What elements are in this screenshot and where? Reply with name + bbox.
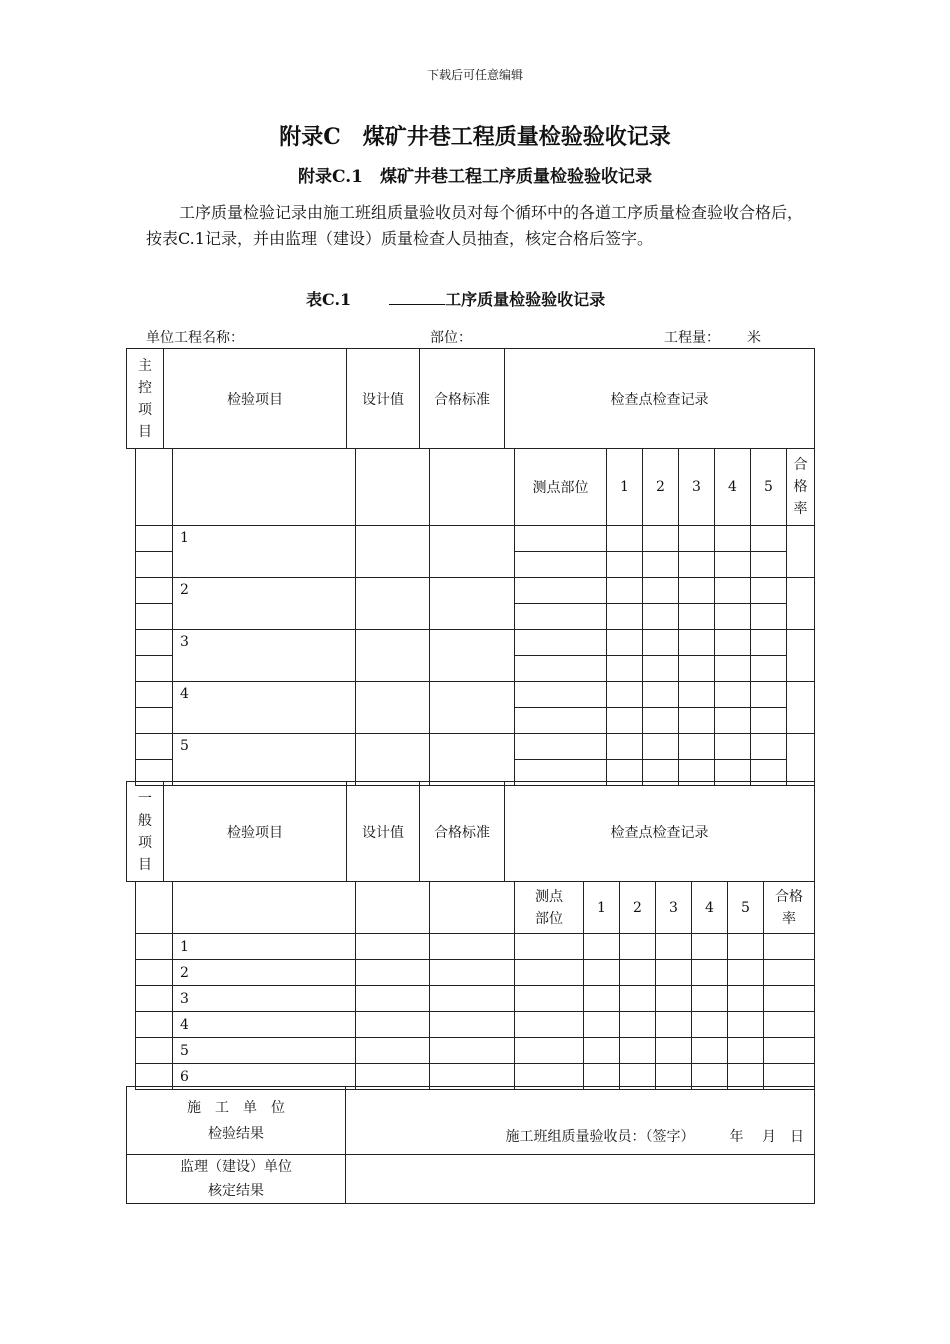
table-cell — [643, 630, 679, 656]
item-number: 6 — [173, 1064, 356, 1090]
general-header-table — [126, 781, 815, 882]
table-cell — [728, 986, 764, 1012]
col-header: 4 — [715, 449, 751, 526]
section-title: 附录C.1 煤矿井巷工程工序质量检验验收记录 — [298, 167, 652, 187]
table-cell — [643, 552, 679, 578]
table-cell — [643, 682, 679, 708]
quantity-unit: 米 — [747, 330, 761, 346]
location-label: 部位： — [430, 330, 472, 346]
table-cell — [764, 1012, 815, 1038]
table-cell — [751, 656, 787, 682]
col-header: 1 — [607, 449, 643, 526]
table-cell — [430, 986, 515, 1012]
item-number: 1 — [173, 526, 356, 578]
table-cell — [607, 682, 643, 708]
table-cell — [643, 526, 679, 552]
table-cell — [643, 708, 679, 734]
table-cell — [430, 682, 515, 734]
supervision-result-cell — [346, 1155, 815, 1204]
table-cell — [679, 630, 715, 656]
table-cell — [751, 682, 787, 708]
construction-label-line1: 施 工 单 位 — [187, 1099, 285, 1116]
table-cell — [356, 630, 430, 682]
item-number: 3 — [173, 630, 356, 682]
table-cell — [136, 708, 173, 734]
main-item-header: 检验项目 — [164, 349, 347, 449]
table-cell — [430, 630, 515, 682]
table-cell — [515, 552, 607, 578]
item-number: 4 — [173, 1012, 356, 1038]
table-cell — [430, 578, 515, 630]
table-cell — [692, 1038, 728, 1064]
table-cell — [356, 1012, 430, 1038]
table-cell — [607, 526, 643, 552]
table-cell — [679, 708, 715, 734]
table-cell — [715, 526, 751, 552]
table-cell — [751, 526, 787, 552]
table-cell — [515, 526, 607, 552]
table-cell — [136, 1038, 173, 1064]
table-cell — [643, 734, 679, 760]
general-section-label: 一 般 项 目 — [127, 782, 164, 882]
point-header: 测点部位 — [515, 449, 607, 526]
table-cell — [430, 1038, 515, 1064]
table-cell — [764, 986, 815, 1012]
table-cell — [715, 604, 751, 630]
table-cell — [715, 656, 751, 682]
table-cell — [715, 552, 751, 578]
table-cell — [728, 1012, 764, 1038]
table-cell — [584, 1038, 620, 1064]
table-cell — [751, 630, 787, 656]
page-title: 附录C 煤矿井巷工程质量检验验收记录 — [279, 124, 671, 150]
table-row — [136, 960, 815, 986]
table-cell — [656, 934, 692, 960]
col-header: 2 — [643, 449, 679, 526]
table-cell — [430, 960, 515, 986]
table-cell — [356, 960, 430, 986]
col-header: 5 — [751, 449, 787, 526]
intro-paragraph: 工序质量检验记录由施工班组质量验收员对每个循环中的各道工序质量检查验收合格后，按表C.1记录，并由监理（建设）质量检查人员抽查，核定合格后签字。 — [146, 203, 804, 248]
table-cell — [656, 960, 692, 986]
table-cell — [430, 934, 515, 960]
table-cell — [656, 1038, 692, 1064]
table-cell — [607, 708, 643, 734]
table-cell — [679, 578, 715, 604]
signature-table — [126, 1086, 815, 1204]
table-cell — [751, 734, 787, 760]
table-cell — [136, 552, 173, 578]
table-row — [136, 934, 815, 960]
table-cell — [515, 1038, 584, 1064]
table-cell — [751, 552, 787, 578]
rate-cell — [787, 578, 815, 630]
table-number: 表C.1 — [306, 290, 352, 309]
table-cell — [643, 604, 679, 630]
table-cell — [136, 630, 173, 656]
table-cell — [584, 1012, 620, 1038]
table-cell — [356, 934, 430, 960]
table-cell — [620, 934, 656, 960]
main-design-header: 设计值 — [347, 349, 420, 449]
item-number: 4 — [173, 682, 356, 734]
table-cell — [679, 682, 715, 708]
col-header: 4 — [692, 882, 728, 934]
blank-cell — [173, 882, 356, 934]
table-cell — [679, 526, 715, 552]
table-cell — [607, 630, 643, 656]
table-cell — [136, 986, 173, 1012]
table-row — [136, 1038, 815, 1064]
item-number: 3 — [173, 986, 356, 1012]
main-section-label: 主 控 项 目 — [127, 349, 164, 449]
blank-cell — [356, 449, 430, 526]
blank-cell — [173, 449, 356, 526]
table-cell — [136, 1012, 173, 1038]
col-header: 2 — [620, 882, 656, 934]
table-cell — [136, 734, 173, 760]
table-cell — [607, 552, 643, 578]
construction-label-line2: 检验结果 — [208, 1125, 264, 1142]
table-cell — [136, 604, 173, 630]
table-cell — [715, 734, 751, 760]
table-cell — [620, 1038, 656, 1064]
main-record-header: 检查点检查记录 — [505, 349, 815, 449]
unit-name-label: 单位工程名称： — [146, 330, 244, 346]
col-header: 3 — [679, 449, 715, 526]
table-cell — [692, 934, 728, 960]
general-record-header: 检查点检查记录 — [505, 782, 815, 882]
table-cell — [764, 1038, 815, 1064]
table-cell — [515, 682, 607, 708]
blank-cell — [136, 882, 173, 934]
table-cell — [751, 578, 787, 604]
table-cell — [356, 682, 430, 734]
table-cell — [515, 708, 607, 734]
table-cell — [679, 552, 715, 578]
general-design-header: 设计值 — [347, 782, 420, 882]
table-cell — [751, 604, 787, 630]
item-number: 5 — [173, 734, 356, 786]
table-cell — [751, 708, 787, 734]
table-cell — [692, 986, 728, 1012]
table-cell — [728, 960, 764, 986]
table-cell — [430, 734, 515, 786]
table-cell — [356, 1038, 430, 1064]
item-number: 2 — [173, 578, 356, 630]
table-cell — [728, 934, 764, 960]
table-row — [136, 630, 815, 656]
table-cell — [643, 578, 679, 604]
table-cell — [515, 604, 607, 630]
table-cell — [515, 656, 607, 682]
table-cell — [764, 960, 815, 986]
table-cell — [715, 630, 751, 656]
rate-header: 合格 率 — [764, 882, 815, 934]
table-row — [136, 682, 815, 708]
table-cell — [515, 578, 607, 604]
blank-cell — [430, 882, 515, 934]
table-cell — [515, 934, 584, 960]
table-cell — [515, 1012, 584, 1038]
table-cell — [715, 708, 751, 734]
table-cell — [584, 934, 620, 960]
main-body-table — [135, 448, 815, 786]
construction-result-cell — [346, 1087, 815, 1155]
table-cell — [356, 578, 430, 630]
table-cell — [515, 734, 607, 760]
table-row — [136, 578, 815, 604]
item-number: 5 — [173, 1038, 356, 1064]
table-cell — [679, 656, 715, 682]
blank-cell — [430, 449, 515, 526]
main-header-table — [126, 348, 815, 449]
table-cell — [356, 734, 430, 786]
table-cell — [728, 1038, 764, 1064]
table-cell — [607, 734, 643, 760]
table-cell — [136, 960, 173, 986]
table-cell — [584, 986, 620, 1012]
table-title — [306, 287, 605, 310]
general-item-header: 检验项目 — [164, 782, 347, 882]
title-blank — [389, 288, 445, 305]
table-cell — [764, 934, 815, 960]
table-cell — [715, 682, 751, 708]
header-note: 下载后可任意编辑 — [426, 68, 523, 82]
supervision-label — [127, 1155, 346, 1204]
table-cell — [607, 604, 643, 630]
table-cell — [584, 960, 620, 986]
table-cell — [620, 1012, 656, 1038]
rate-header: 合 格 率 — [787, 449, 815, 526]
table-cell — [692, 1012, 728, 1038]
table-cell — [136, 682, 173, 708]
main-standard-header: 合格标准 — [420, 349, 505, 449]
blank-cell — [136, 449, 173, 526]
table-cell — [692, 960, 728, 986]
construction-signature-line: 施工班组质量验收员：（签字） 年 月 日 — [505, 1129, 804, 1145]
general-body-table — [135, 881, 815, 1090]
table-cell — [515, 960, 584, 986]
table-cell — [607, 578, 643, 604]
blank-cell — [356, 882, 430, 934]
table-row — [136, 734, 815, 760]
table-cell — [136, 526, 173, 552]
construction-label — [127, 1087, 346, 1155]
table-cell — [656, 1012, 692, 1038]
table-cell — [515, 986, 584, 1012]
rate-cell — [787, 630, 815, 682]
table-cell — [620, 960, 656, 986]
rate-cell — [787, 734, 815, 786]
table-title-text: 工序质量检验验收记录 — [445, 290, 606, 309]
table-cell — [136, 656, 173, 682]
table-cell — [136, 578, 173, 604]
point-header: 测点 部位 — [515, 882, 584, 934]
table-cell — [515, 630, 607, 656]
table-cell — [136, 934, 173, 960]
col-header: 1 — [584, 882, 620, 934]
item-number: 2 — [173, 960, 356, 986]
table-cell — [430, 1012, 515, 1038]
rate-cell — [787, 682, 815, 734]
table-row — [136, 986, 815, 1012]
col-header: 3 — [656, 882, 692, 934]
table-cell — [656, 986, 692, 1012]
table-row — [136, 1012, 815, 1038]
table-cell — [430, 526, 515, 578]
rate-cell — [787, 526, 815, 578]
general-standard-header: 合格标准 — [420, 782, 505, 882]
table-cell — [356, 526, 430, 578]
table-cell — [356, 986, 430, 1012]
supervision-label-line2: 核定结果 — [208, 1183, 264, 1199]
table-cell — [643, 656, 679, 682]
table-cell — [679, 604, 715, 630]
table-cell — [679, 734, 715, 760]
table-row — [136, 526, 815, 552]
col-header: 5 — [728, 882, 764, 934]
table-cell — [620, 986, 656, 1012]
table-cell — [607, 656, 643, 682]
table-cell — [715, 578, 751, 604]
supervision-label-line1: 监理（建设）单位 — [180, 1159, 292, 1175]
item-number: 1 — [173, 934, 356, 960]
quantity-label: 工程量： — [664, 330, 720, 346]
